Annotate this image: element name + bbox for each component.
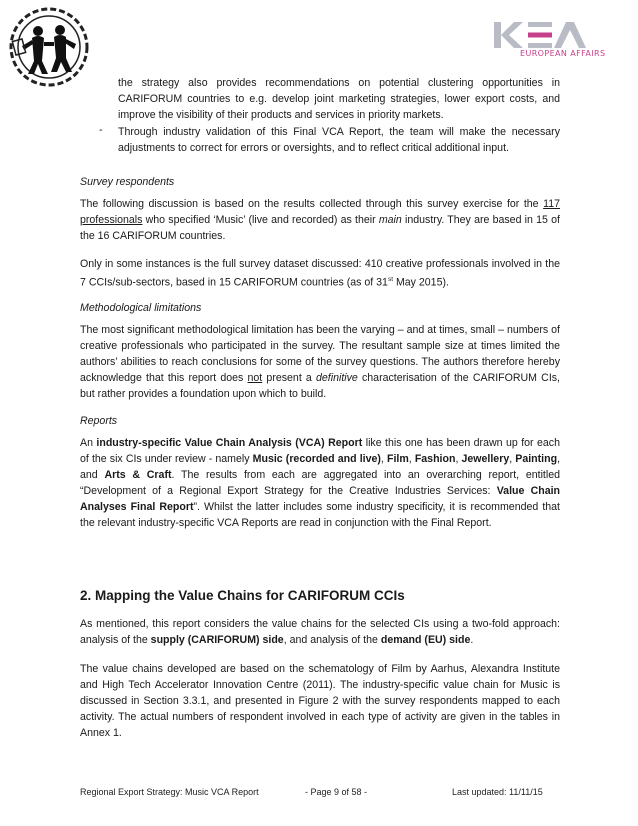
section-2-paragraph-1: As mentioned, this report considers the value chains for the selected CIs using a two-fold approach: analysis of the supply (CARIFORUM) side, and analysis of the demand (EU) side. — [80, 618, 560, 646]
bullet-text: Through industry validation of this Final VCA Report, the team will make the necessary adjustments to correct for errors or oversights, and to reflect critical additional input. — [118, 126, 560, 154]
section-2-paragraph-2: The value chains developed are based on the schematology of Film by Aarhus, Alexandra Institute and High Tech Accelerator Innovation Centre (2011). The industry-specific value chain for Music is discussed in Section 3.3.1, and presented in Figure 2 with the survey respondents mapped to each activity. The actual numbers of respondent involved in each type of activity are given in the tables in Annex 1. — [80, 663, 560, 739]
method-paragraph: The most significant methodological limitation has been the varying – and at times, small – numbers of creative professionals who participated in the survey. The resultant sample size at times limited the authors’ abilities to reach conclusions for some of the survey questions. The authors therefore hereby acknowledge that this report does not present a definitive characterisation of the CARIFORUM CIs, but rather provides a foundation upon which to build. — [80, 324, 561, 400]
footer-last-updated: Last updated: 11/11/15 — [452, 787, 543, 797]
survey-heading: Survey respondents — [80, 176, 175, 188]
footer-title: Regional Export Strategy: Music VCA Report — [80, 787, 259, 797]
bullet-marker: - — [99, 124, 103, 136]
method-heading: Methodological limitations — [80, 302, 202, 314]
survey-paragraph-1: The following discussion is based on the results collected through this survey exercise for the 117 professionals who specified ‘Music’ (live and recorded) as their main industry. They are based in 15 of the 16 CARIFORUM countries. — [80, 198, 560, 242]
reports-heading: Reports — [80, 415, 118, 427]
footer-page-number: - Page 9 of 58 - — [305, 787, 368, 797]
tribal-logo-icon — [8, 6, 90, 88]
kea-logo-icon — [486, 18, 626, 66]
reports-paragraph: An industry-specific Value Chain Analysis (VCA) Report like this one has been drawn up for each of the six CIs under review - namely Music (recorded and live), Film, Fashion, Jewellery, Painting, and Arts & Craft. The results from each are aggregated into an overarching report, entitled “Development of a Regional Export Strategy for the Creative Industries Services: Value Chain Analyses Final Report”. Whilst the latter includes some industry specificity, it is recommended that the relevant industry-specific VCA Reports are read in conjunction with the Final Report. — [80, 437, 561, 529]
kea-logo-subtitle: EUROPEAN AFFAIRS — [520, 49, 606, 58]
section-2-heading: 2. Mapping the Value Chains for CARIFORUM CCIs — [80, 588, 405, 603]
survey-paragraph-2: Only in some instances is the full survey dataset discussed: 410 creative professionals involved in the 7 CCIs/sub-sectors, based in 15 CARIFORUM countries (as of 31st May 2015). — [80, 258, 560, 289]
continuation-paragraph: the strategy also provides recommendations on potential clustering opportunities in CARIFORUM countries to e.g. develop joint marketing strategies, lower export costs, and improve the visibility of their products and services in priority markets. — [118, 77, 560, 121]
